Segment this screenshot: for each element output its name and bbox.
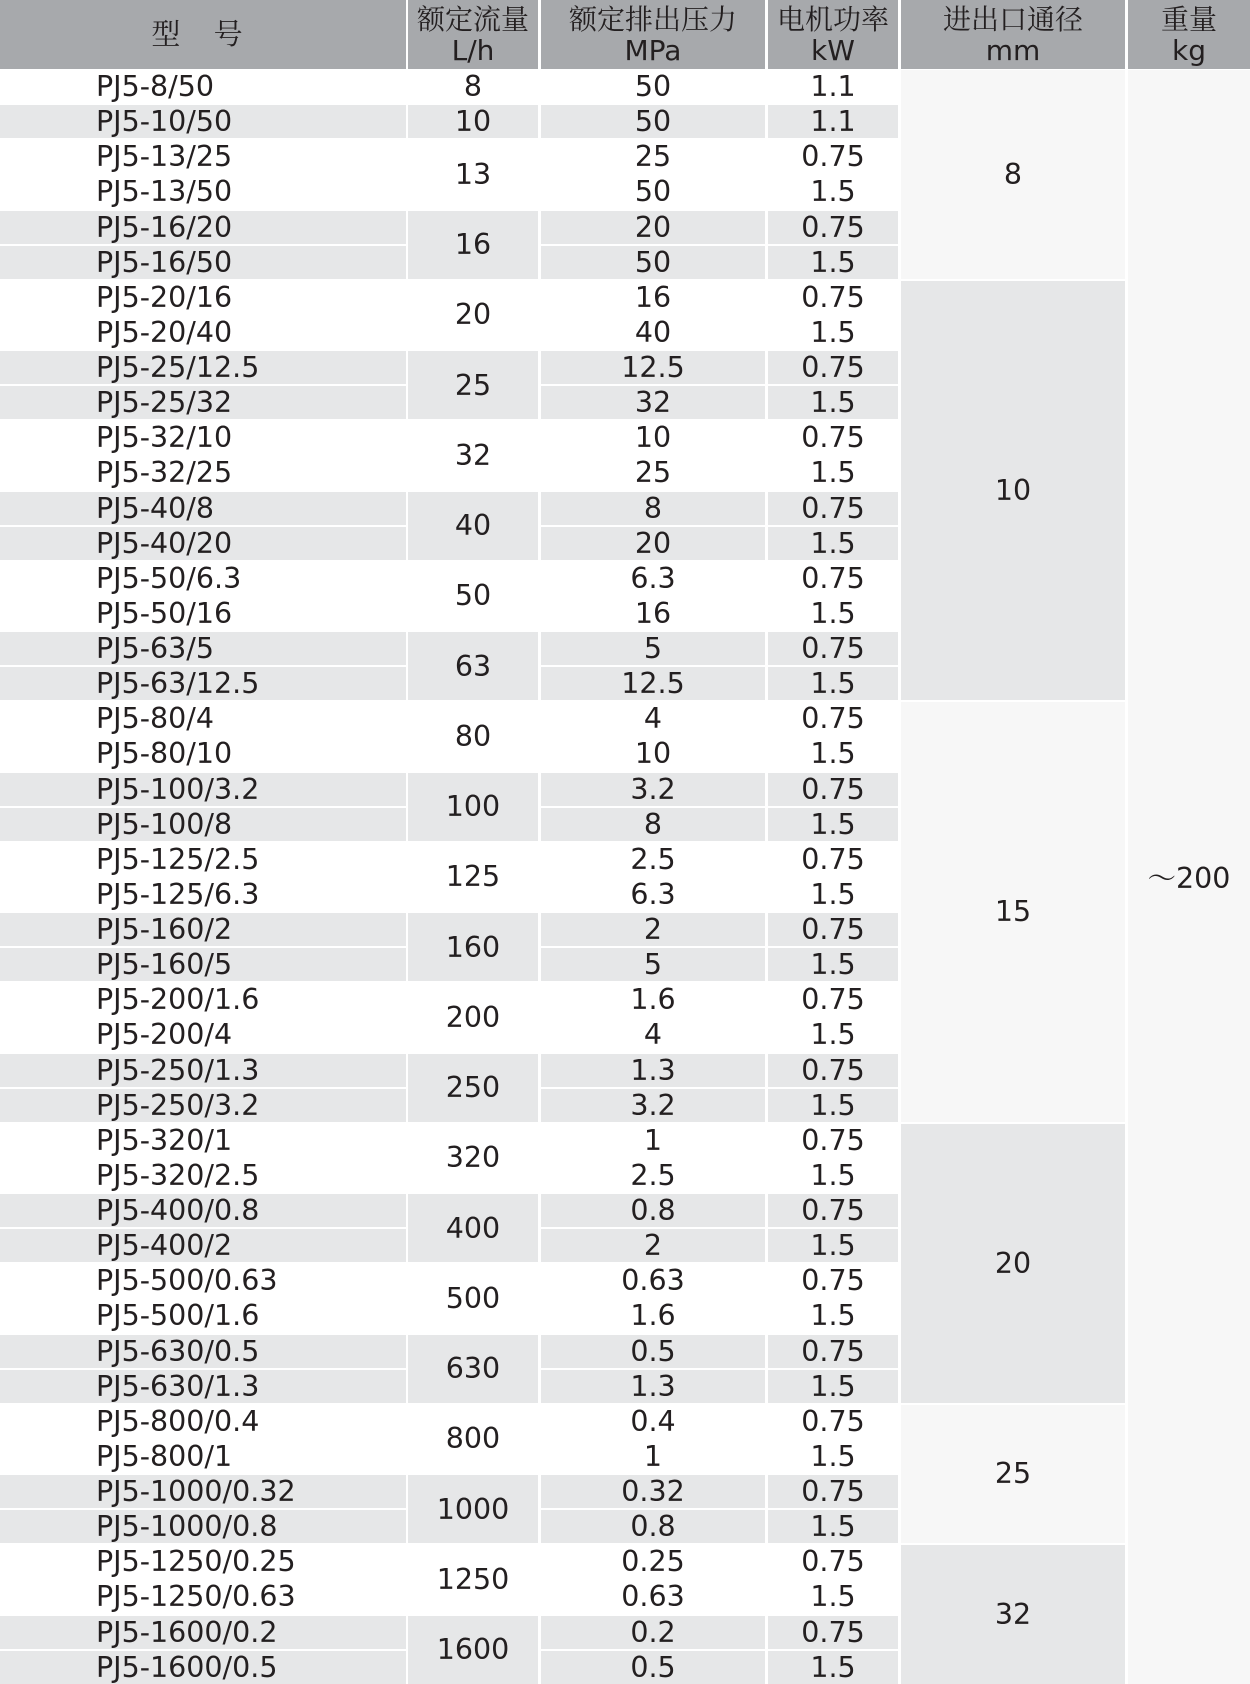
pressure-cell: 40 (541, 316, 765, 349)
power-cell: 1.1 (768, 70, 898, 103)
power-cell: 1.5 (768, 316, 898, 349)
pressure-cell: 10 (541, 737, 765, 770)
bore-cell: 20 (901, 1124, 1125, 1403)
pressure-cell: 5 (541, 948, 765, 981)
model-cell: PJ5-13/50 (0, 175, 406, 208)
pressure-cell: 3.2 (541, 1089, 765, 1122)
power-cell: 1.5 (768, 175, 898, 208)
flow-cell: 13 (408, 140, 538, 208)
flow-cell: 400 (408, 1194, 538, 1262)
model-cell: PJ5-1250/0.63 (0, 1580, 406, 1613)
model-cell: PJ5-20/40 (0, 316, 406, 349)
model-cell: PJ5-8/50 (0, 70, 406, 103)
power-cell: 0.75 (768, 1616, 898, 1649)
model-cell: PJ5-10/50 (0, 105, 406, 138)
header-power (768, 0, 898, 69)
flow-cell: 125 (408, 843, 538, 911)
pressure-cell: 5 (541, 632, 765, 665)
power-cell: 0.75 (768, 1124, 898, 1157)
power-cell: 1.5 (768, 808, 898, 841)
flow-cell: 63 (408, 632, 538, 700)
flow-cell: 250 (408, 1054, 538, 1122)
header-weight-label: 重量 (1160, 2, 1217, 36)
header-flow-unit: L/h (451, 33, 495, 67)
flow-cell: 8 (408, 70, 538, 103)
flow-cell: 10 (408, 105, 538, 138)
power-cell: 1.5 (768, 948, 898, 981)
header-flow (408, 0, 538, 69)
header-pressure-label: 额定排出压力 (568, 2, 737, 36)
model-cell: PJ5-1600/0.2 (0, 1616, 406, 1649)
flow-cell: 32 (408, 421, 538, 489)
pressure-cell: 32 (541, 386, 765, 419)
pressure-cell: 12.5 (541, 351, 765, 384)
pressure-cell: 0.8 (541, 1510, 765, 1543)
pressure-cell: 16 (541, 597, 765, 630)
pressure-cell: 1.3 (541, 1054, 765, 1087)
model-cell: PJ5-50/16 (0, 597, 406, 630)
pressure-cell: 20 (541, 211, 765, 244)
flow-cell: 320 (408, 1124, 538, 1192)
power-cell: 1.5 (768, 737, 898, 770)
flow-cell: 1600 (408, 1616, 538, 1684)
flow-cell: 50 (408, 562, 538, 630)
model-cell: PJ5-16/20 (0, 211, 406, 244)
pressure-cell: 2.5 (541, 1159, 765, 1192)
model-cell: PJ5-1000/0.8 (0, 1510, 406, 1543)
pressure-cell: 1.3 (541, 1370, 765, 1403)
header-pressure-unit: MPa (624, 33, 682, 67)
power-cell: 0.75 (768, 1545, 898, 1578)
power-cell: 0.75 (768, 773, 898, 806)
model-cell: PJ5-100/8 (0, 808, 406, 841)
bore-cell: 15 (901, 702, 1125, 1121)
model-cell: PJ5-160/5 (0, 948, 406, 981)
power-cell: 0.75 (768, 140, 898, 173)
model-cell: PJ5-400/2 (0, 1229, 406, 1262)
pressure-cell: 8 (541, 492, 765, 525)
model-cell: PJ5-40/8 (0, 492, 406, 525)
header-weight (1128, 0, 1250, 69)
power-cell: 0.75 (768, 562, 898, 595)
model-cell: PJ5-1600/0.5 (0, 1651, 406, 1684)
pressure-cell: 4 (541, 702, 765, 735)
model-cell: PJ5-40/20 (0, 527, 406, 560)
power-cell: 1.5 (768, 1580, 898, 1613)
model-cell: PJ5-250/3.2 (0, 1089, 406, 1122)
model-cell: PJ5-125/2.5 (0, 843, 406, 876)
power-cell: 0.75 (768, 492, 898, 525)
flow-cell: 100 (408, 773, 538, 841)
pressure-cell: 12.5 (541, 667, 765, 700)
model-cell: PJ5-250/1.3 (0, 1054, 406, 1087)
header-flow-label: 额定流量 (416, 2, 529, 36)
power-cell: 0.75 (768, 1405, 898, 1438)
flow-cell: 160 (408, 913, 538, 981)
power-cell: 1.5 (768, 1440, 898, 1473)
pressure-cell: 1.6 (541, 983, 765, 1016)
bore-cell: 10 (901, 281, 1125, 700)
model-cell: PJ5-800/1 (0, 1440, 406, 1473)
power-cell: 1.1 (768, 105, 898, 138)
model-cell: PJ5-200/4 (0, 1018, 406, 1051)
flow-cell: 40 (408, 492, 538, 560)
flow-cell: 500 (408, 1264, 538, 1332)
model-cell: PJ5-1000/0.32 (0, 1475, 406, 1508)
header-pressure (541, 0, 765, 69)
power-cell: 0.75 (768, 702, 898, 735)
pressure-cell: 0.63 (541, 1264, 765, 1297)
flow-cell: 80 (408, 702, 538, 770)
model-cell: PJ5-630/1.3 (0, 1370, 406, 1403)
model-cell: PJ5-80/10 (0, 737, 406, 770)
pressure-cell: 3.2 (541, 773, 765, 806)
flow-cell: 16 (408, 211, 538, 279)
header-power-unit: kW (811, 33, 855, 67)
model-cell: PJ5-200/1.6 (0, 983, 406, 1016)
power-cell: 1.5 (768, 527, 898, 560)
bore-cell: 32 (901, 1545, 1125, 1683)
pressure-cell: 1 (541, 1440, 765, 1473)
pressure-cell: 0.5 (541, 1651, 765, 1684)
power-cell: 1.5 (768, 456, 898, 489)
model-cell: PJ5-50/6.3 (0, 562, 406, 595)
model-cell: PJ5-16/50 (0, 246, 406, 279)
model-cell: PJ5-25/12.5 (0, 351, 406, 384)
header-bore-unit: mm (985, 33, 1041, 67)
pressure-cell: 4 (541, 1018, 765, 1051)
power-cell: 0.75 (768, 281, 898, 314)
power-cell: 0.75 (768, 1475, 898, 1508)
flow-cell: 1000 (408, 1475, 538, 1543)
weight-cell: ～200 (1128, 70, 1250, 1684)
header-bore-label: 进出口通径 (942, 2, 1083, 36)
model-cell: PJ5-125/6.3 (0, 878, 406, 911)
model-cell: PJ5-32/10 (0, 421, 406, 454)
model-cell: PJ5-500/1.6 (0, 1299, 406, 1332)
flow-cell: 800 (408, 1405, 538, 1473)
power-cell: 1.5 (768, 1018, 898, 1051)
pressure-cell: 2.5 (541, 843, 765, 876)
power-cell: 1.5 (768, 1299, 898, 1332)
pressure-cell: 0.5 (541, 1335, 765, 1368)
pressure-cell: 50 (541, 70, 765, 103)
header-bore (901, 0, 1125, 69)
pressure-cell: 0.2 (541, 1616, 765, 1649)
power-cell: 1.5 (768, 1370, 898, 1403)
power-cell: 1.5 (768, 1159, 898, 1192)
pressure-cell: 6.3 (541, 878, 765, 911)
power-cell: 0.75 (768, 1194, 898, 1227)
power-cell: 1.5 (768, 878, 898, 911)
flow-cell: 25 (408, 351, 538, 419)
power-cell: 1.5 (768, 1089, 898, 1122)
pressure-cell: 1 (541, 1124, 765, 1157)
header-model: 型 号 (0, 0, 406, 69)
header-power-label: 电机功率 (776, 2, 889, 36)
power-cell: 0.75 (768, 983, 898, 1016)
model-cell: PJ5-63/5 (0, 632, 406, 665)
flow-cell: 1250 (408, 1545, 538, 1613)
power-cell: 1.5 (768, 1229, 898, 1262)
model-cell: PJ5-80/4 (0, 702, 406, 735)
power-cell: 0.75 (768, 913, 898, 946)
pressure-cell: 8 (541, 808, 765, 841)
pressure-cell: 1.6 (541, 1299, 765, 1332)
flow-cell: 630 (408, 1335, 538, 1403)
model-cell: PJ5-400/0.8 (0, 1194, 406, 1227)
pressure-cell: 50 (541, 246, 765, 279)
pressure-cell: 0.8 (541, 1194, 765, 1227)
pressure-cell: 10 (541, 421, 765, 454)
pressure-cell: 50 (541, 175, 765, 208)
pressure-cell: 2 (541, 1229, 765, 1262)
power-cell: 1.5 (768, 1510, 898, 1543)
power-cell: 0.75 (768, 351, 898, 384)
pressure-cell: 0.63 (541, 1580, 765, 1613)
flow-cell: 200 (408, 983, 538, 1051)
model-cell: PJ5-25/32 (0, 386, 406, 419)
power-cell: 1.5 (768, 667, 898, 700)
pressure-cell: 16 (541, 281, 765, 314)
power-cell: 0.75 (768, 1335, 898, 1368)
pressure-cell: 2 (541, 913, 765, 946)
pressure-cell: 50 (541, 105, 765, 138)
model-cell: PJ5-800/0.4 (0, 1405, 406, 1438)
model-cell: PJ5-320/2.5 (0, 1159, 406, 1192)
model-cell: PJ5-100/3.2 (0, 773, 406, 806)
pressure-cell: 6.3 (541, 562, 765, 595)
pressure-cell: 25 (541, 140, 765, 173)
model-cell: PJ5-63/12.5 (0, 667, 406, 700)
pressure-cell: 0.25 (541, 1545, 765, 1578)
power-cell: 1.5 (768, 246, 898, 279)
model-cell: PJ5-32/25 (0, 456, 406, 489)
power-cell: 0.75 (768, 1264, 898, 1297)
power-cell: 0.75 (768, 843, 898, 876)
power-cell: 0.75 (768, 632, 898, 665)
pressure-cell: 0.4 (541, 1405, 765, 1438)
power-cell: 1.5 (768, 597, 898, 630)
model-cell: PJ5-630/0.5 (0, 1335, 406, 1368)
pressure-cell: 20 (541, 527, 765, 560)
power-cell: 0.75 (768, 211, 898, 244)
bore-cell: 25 (901, 1405, 1125, 1543)
power-cell: 0.75 (768, 1054, 898, 1087)
model-cell: PJ5-500/0.63 (0, 1264, 406, 1297)
header-weight-unit: kg (1172, 33, 1206, 67)
model-cell: PJ5-160/2 (0, 913, 406, 946)
pressure-cell: 25 (541, 456, 765, 489)
flow-cell: 20 (408, 281, 538, 349)
model-cell: PJ5-1250/0.25 (0, 1545, 406, 1578)
bore-cell: 8 (901, 70, 1125, 279)
model-cell: PJ5-320/1 (0, 1124, 406, 1157)
power-cell: 1.5 (768, 386, 898, 419)
model-cell: PJ5-13/25 (0, 140, 406, 173)
model-cell: PJ5-20/16 (0, 281, 406, 314)
power-cell: 1.5 (768, 1651, 898, 1684)
power-cell: 0.75 (768, 421, 898, 454)
pressure-cell: 0.32 (541, 1475, 765, 1508)
